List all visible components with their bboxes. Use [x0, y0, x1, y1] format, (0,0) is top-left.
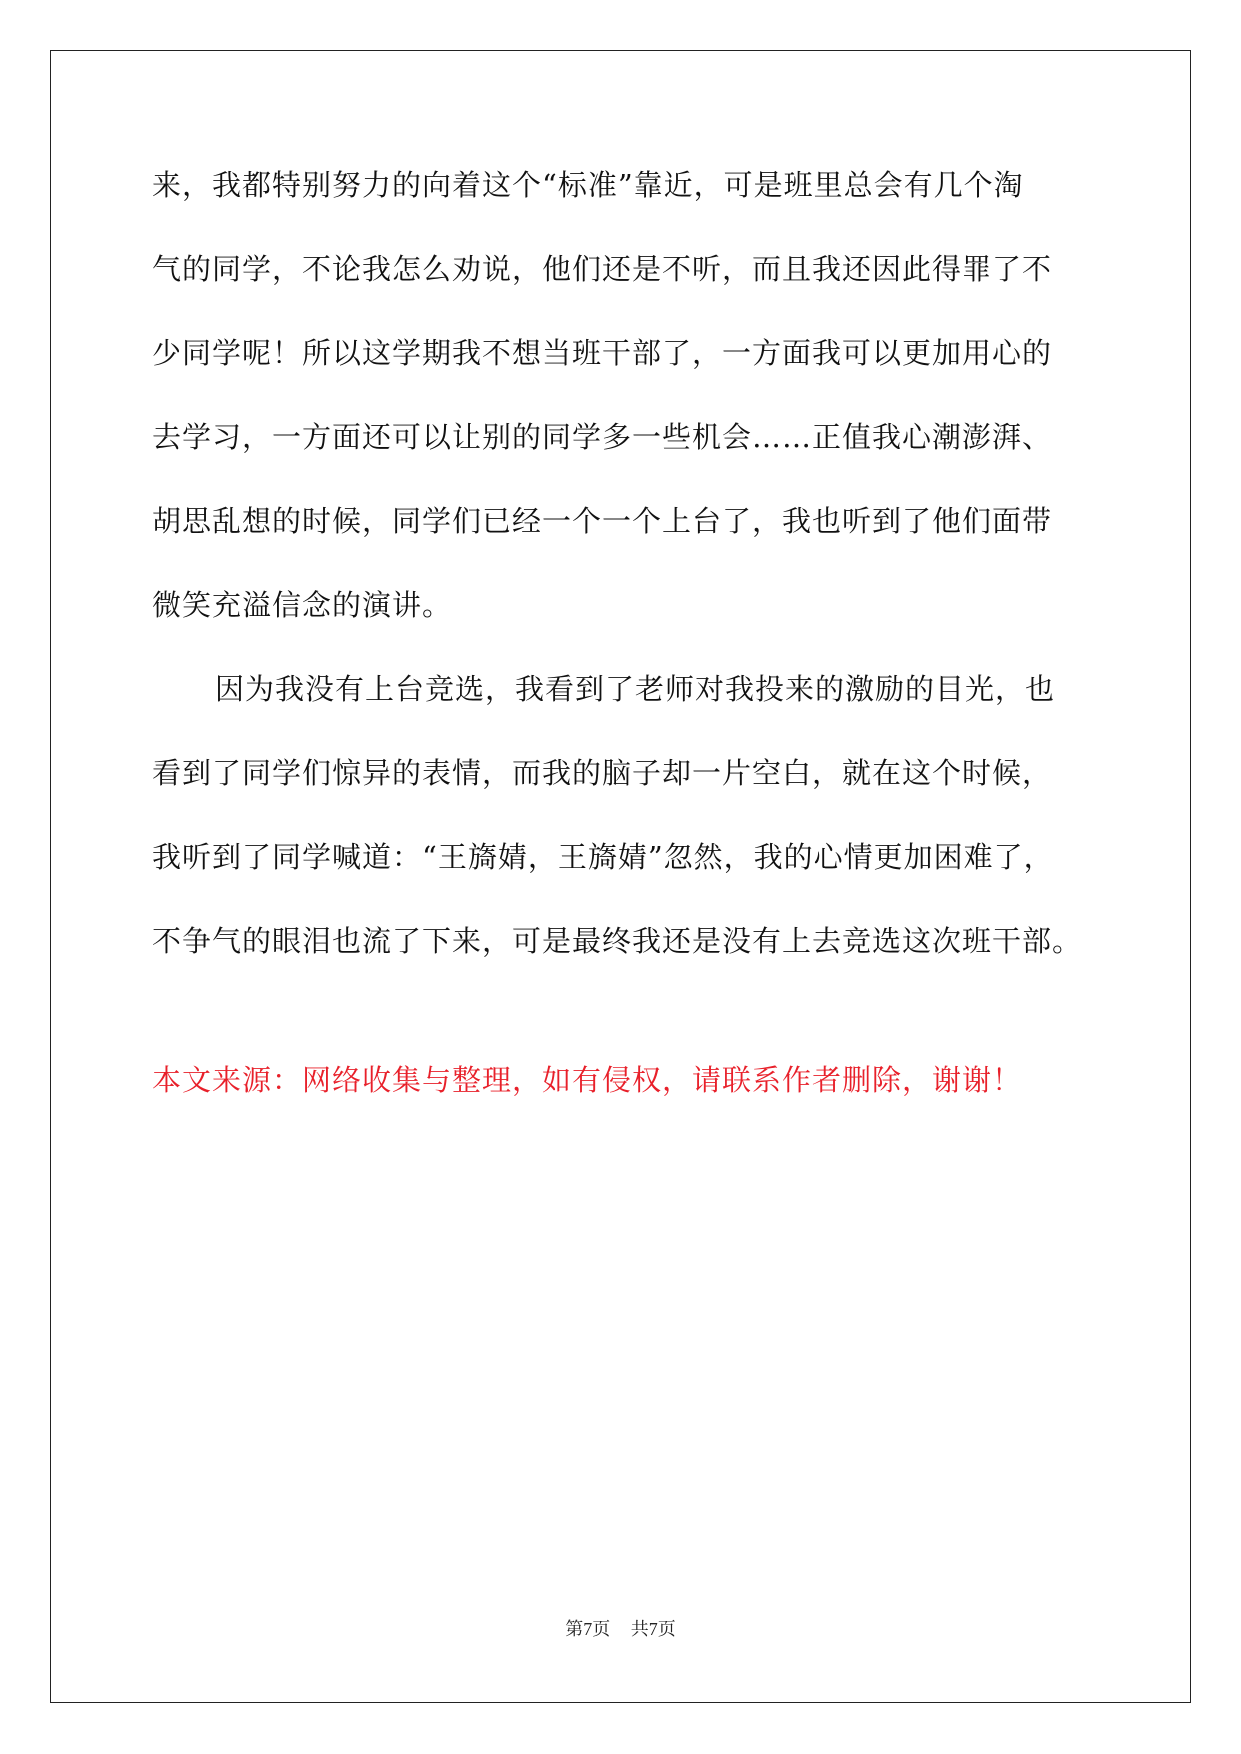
paragraph-2-line-2: 看到了同学们惊异的表情，而我的脑子却一片空白，就在这个时候， — [152, 756, 1053, 790]
paragraph-1-line-3: 少同学呢！所以这学期我不想当班干部了，一方面我可以更加用心的 — [152, 336, 1053, 370]
page-footer — [0, 1615, 1241, 1641]
source-note: 本文来源：网络收集与整理，如有侵权，请联系作者删除，谢谢！ — [152, 1063, 1023, 1097]
paragraph-2-line-4: 不争气的眼泪也流了下来，可是最终我还是没有上去竞选这次班干部。 — [152, 924, 1083, 958]
paragraph-2-line-1: 因为我没有上台竞选，我看到了老师对我投来的激励的目光，也 — [215, 672, 1056, 706]
paragraph-1-line-6: 微笑充溢信念的演讲。 — [152, 588, 453, 622]
page-total: 共7页 — [630, 1619, 676, 1639]
paragraph-2-line-3: 我听到了同学喊道：“王旖婧，王旖婧”忽然，我的心情更加困难了， — [152, 840, 1054, 874]
paragraph-1-line-5: 胡思乱想的时候，同学们已经一个一个上台了，我也听到了他们面带 — [152, 504, 1053, 538]
document-body — [152, 163, 1104, 1003]
paragraph-1-line-1: 来，我都特别努力的向着这个“标准”靠近，可是班里总会有几个淘 — [152, 168, 1024, 202]
paragraph-1-line-4: 去学习，一方面还可以让别的同学多一些机会……正值我心潮澎湃、 — [152, 420, 1053, 454]
page-number: 第7页 — [565, 1619, 611, 1639]
paragraph-1-line-2: 气的同学，不论我怎么劝说，他们还是不听，而且我还因此得罪了不 — [152, 252, 1053, 286]
